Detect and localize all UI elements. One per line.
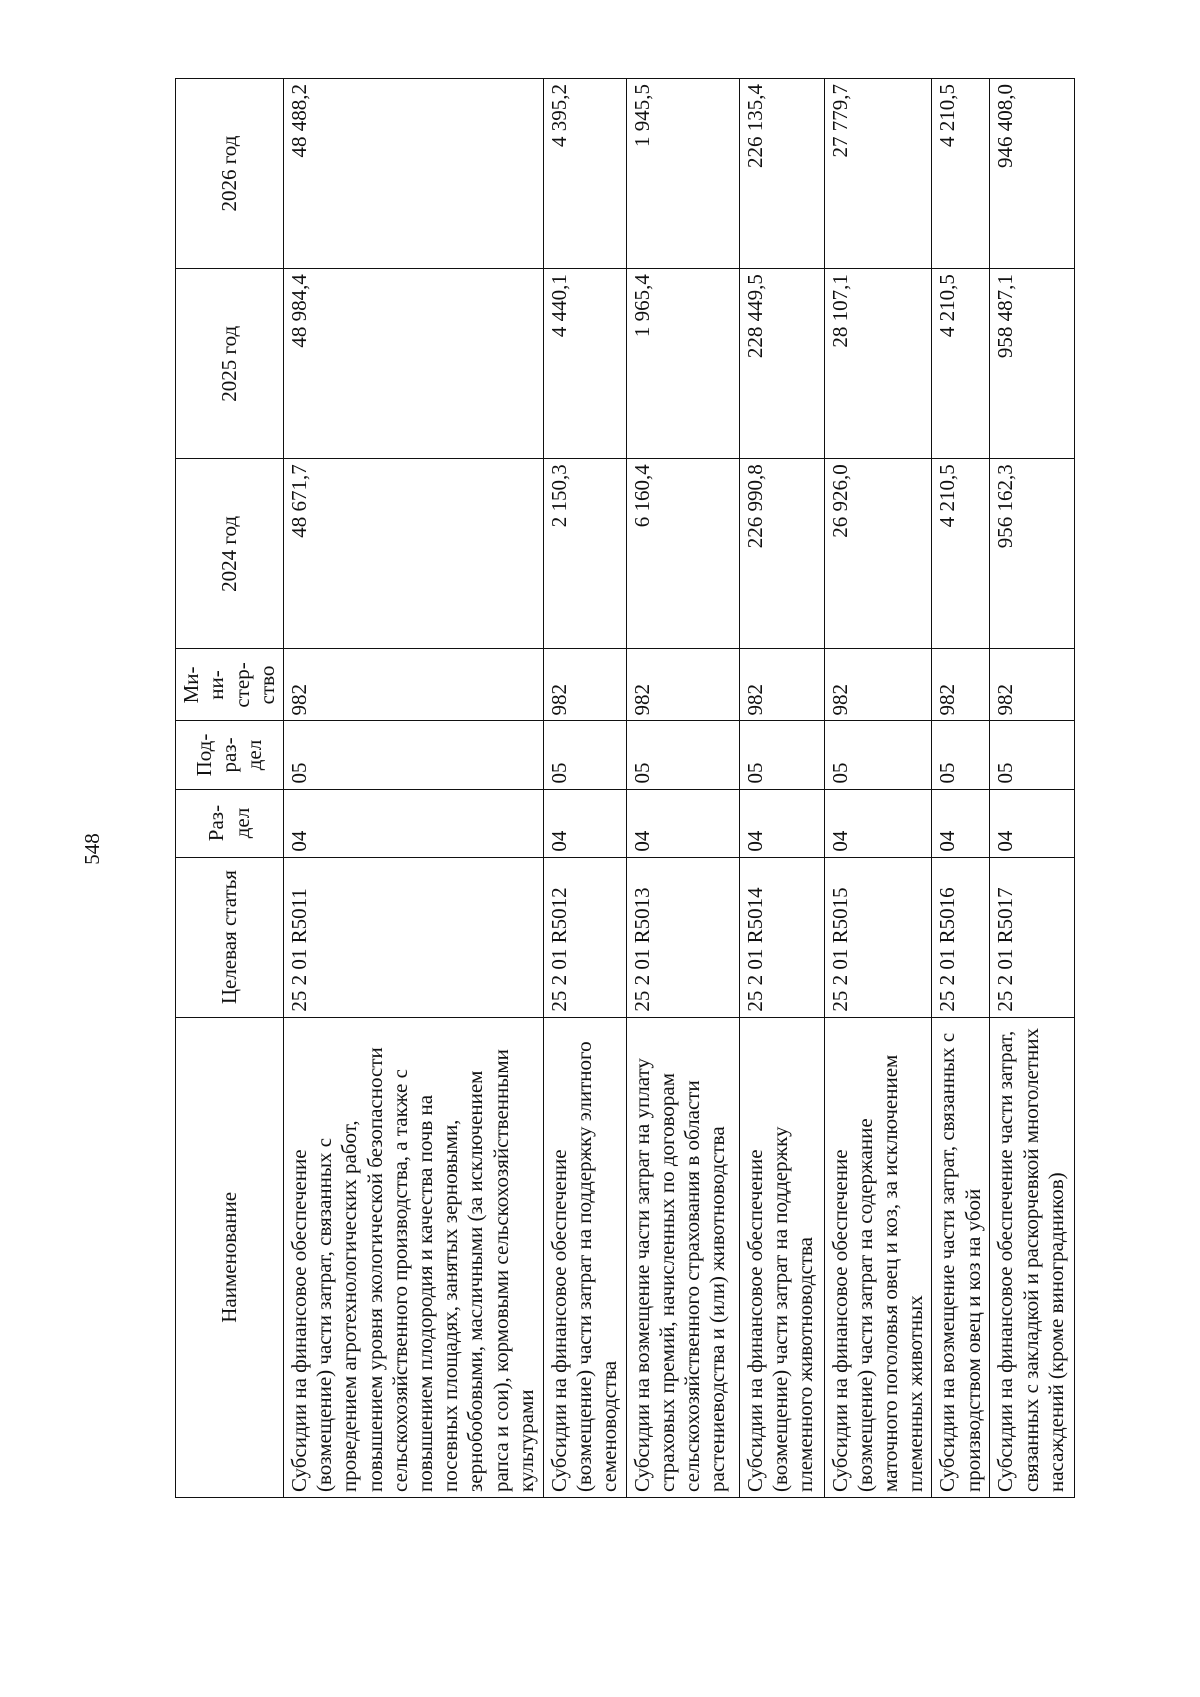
row-section: 04 (739, 789, 824, 857)
row-amount-2025: 4 440,1 (544, 269, 627, 459)
row-ministry: 982 (932, 649, 990, 721)
row-amount-2025: 4 210,5 (932, 269, 990, 459)
row-target-article: 25 2 01 R5016 (932, 857, 990, 1017)
row-section: 04 (284, 789, 544, 857)
row-amount-2024: 48 671,7 (284, 459, 544, 649)
header-name: Наименование (176, 1017, 284, 1497)
row-amount-2024: 4 210,5 (932, 459, 990, 649)
header-year-2026: 2026 год (176, 79, 284, 269)
budget-table (175, 78, 1075, 1498)
row-section: 04 (824, 789, 932, 857)
table-row (739, 79, 824, 1498)
header-section: Раз-дел (176, 789, 284, 857)
row-section: 04 (626, 789, 739, 857)
row-amount-2025: 48 984,4 (284, 269, 544, 459)
row-subsection: 05 (824, 721, 932, 789)
row-amount-2024: 26 926,0 (824, 459, 932, 649)
row-subsection: 05 (932, 721, 990, 789)
row-amount-2025: 958 487,1 (990, 269, 1075, 459)
table-row (824, 79, 932, 1498)
row-amount-2024: 226 990,8 (739, 459, 824, 649)
row-ministry: 982 (284, 649, 544, 721)
row-name: Субсидии на возмещение части затрат на уплату страховых премий, начисленных по договорам сельскохозяйственного страхования в области растениеводства и (или) животноводства (626, 1017, 739, 1497)
row-amount-2024: 956 162,3 (990, 459, 1075, 649)
row-amount-2026: 48 488,2 (284, 79, 544, 269)
table-row (626, 79, 739, 1498)
row-ministry: 982 (626, 649, 739, 721)
row-name: Субсидии на финансовое обеспечение (возмещение) части затрат, связанных с проведением агротехнологических работ, повышением уровня экологической безопасности сельскохозяйственного производства, а также с повышением плодородия и качества почв на посевных площадях, занятых зерновыми, зернобобовыми, масличными (за исключением рапса и сои), кормовыми сельскохозяйственными культурами (284, 1017, 544, 1497)
header-year-2025: 2025 год (176, 269, 284, 459)
header-year-2024: 2024 год (176, 459, 284, 649)
table-row (284, 79, 544, 1498)
budget-table-container (175, 78, 1075, 1498)
row-ministry: 982 (544, 649, 627, 721)
row-subsection: 05 (626, 721, 739, 789)
row-subsection: 05 (739, 721, 824, 789)
row-amount-2025: 1 965,4 (626, 269, 739, 459)
header-subsection: Под-раз-дел (176, 721, 284, 789)
row-amount-2025: 28 107,1 (824, 269, 932, 459)
row-name: Субсидии на финансовое обеспечение (возмещение) части затрат на поддержку племенного животноводства (739, 1017, 824, 1497)
row-amount-2026: 4 210,5 (932, 79, 990, 269)
row-target-article: 25 2 01 R5015 (824, 857, 932, 1017)
row-name: Субсидии на финансовое обеспечение (возмещение) части затрат на содержание маточного поголовья овец и коз, за исключением племенных животных (824, 1017, 932, 1497)
row-section: 04 (932, 789, 990, 857)
row-name: Субсидии на финансовое обеспечение части затрат, связанных с закладкой и раскорчевкой многолетних насаждений (кроме виноградников) (990, 1017, 1075, 1497)
row-ministry: 982 (739, 649, 824, 721)
row-ministry: 982 (824, 649, 932, 721)
row-target-article: 25 2 01 R5011 (284, 857, 544, 1017)
row-subsection: 05 (990, 721, 1075, 789)
row-amount-2024: 6 160,4 (626, 459, 739, 649)
row-target-article: 25 2 01 R5012 (544, 857, 627, 1017)
row-ministry: 982 (990, 649, 1075, 721)
row-section: 04 (544, 789, 627, 857)
row-amount-2025: 228 449,5 (739, 269, 824, 459)
row-subsection: 05 (544, 721, 627, 789)
header-ministry: Ми-ни-стер-ство (176, 649, 284, 721)
row-name: Субсидии на возмещение части затрат, связанных с производством овец и коз на убой (932, 1017, 990, 1497)
page-number: 548 (80, 833, 104, 865)
table-row (544, 79, 627, 1498)
header-target-article: Целевая статья (176, 857, 284, 1017)
table-row (990, 79, 1075, 1498)
row-subsection: 05 (284, 721, 544, 789)
row-target-article: 25 2 01 R5013 (626, 857, 739, 1017)
row-amount-2026: 1 945,5 (626, 79, 739, 269)
table-row (932, 79, 990, 1498)
row-amount-2026: 946 408,0 (990, 79, 1075, 269)
row-amount-2026: 4 395,2 (544, 79, 627, 269)
row-name: Субсидии на финансовое обеспечение (возмещение) части затрат на поддержку элитного семеноводства (544, 1017, 627, 1497)
row-amount-2026: 226 135,4 (739, 79, 824, 269)
row-amount-2026: 27 779,7 (824, 79, 932, 269)
row-section: 04 (990, 789, 1075, 857)
table-header-row (176, 79, 284, 1498)
row-target-article: 25 2 01 R5017 (990, 857, 1075, 1017)
row-target-article: 25 2 01 R5014 (739, 857, 824, 1017)
row-amount-2024: 2 150,3 (544, 459, 627, 649)
